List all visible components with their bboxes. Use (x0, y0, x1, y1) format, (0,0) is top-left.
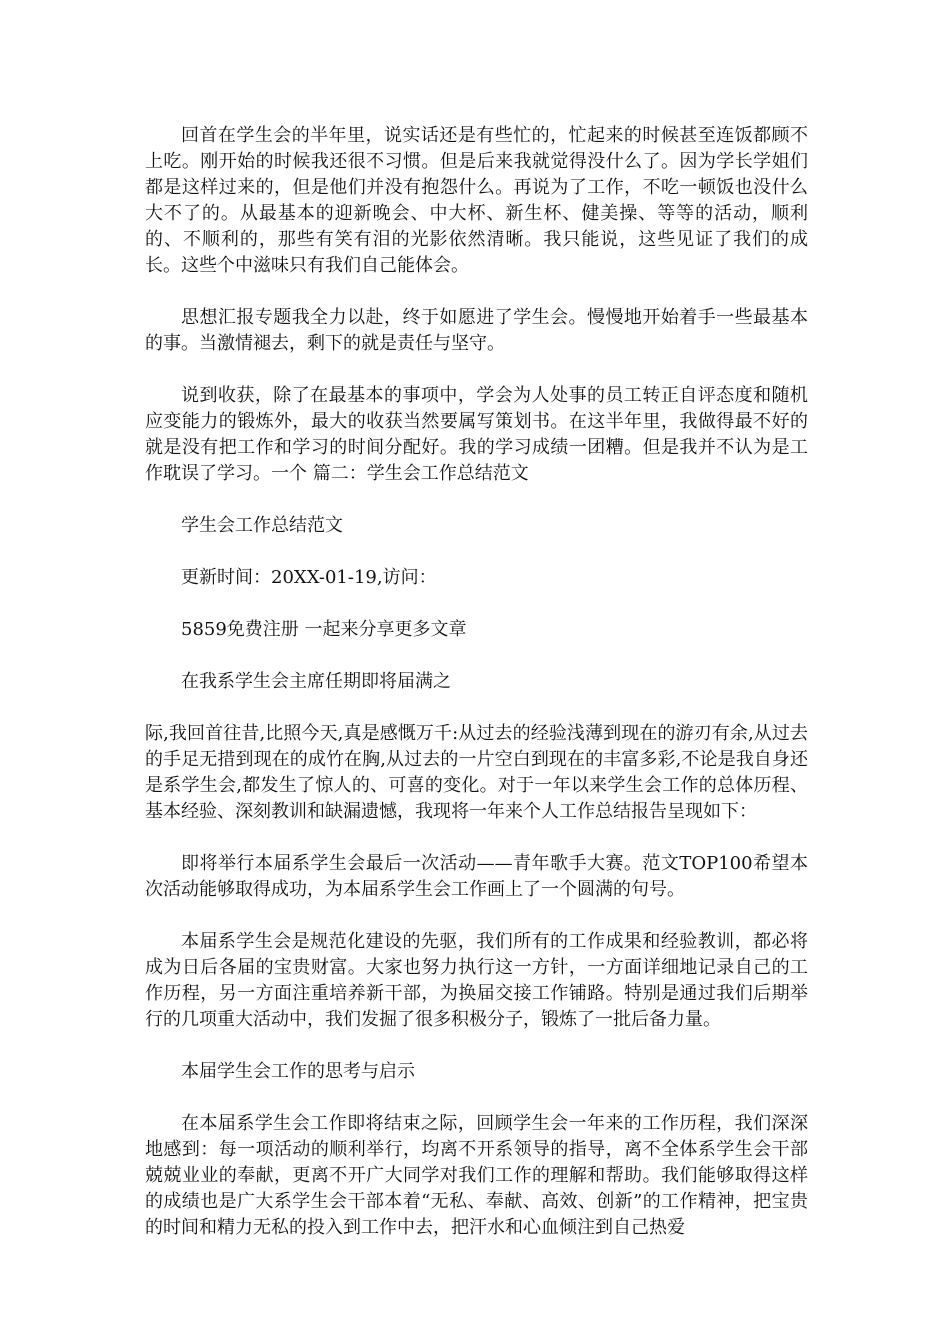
paragraph-section-title: 学生会工作总结范文 (181, 515, 343, 536)
paragraph-register-share: 5859免费注册 一起来分享更多文章 (181, 619, 467, 640)
paragraph-half-year-review: 回首在学生会的半年里，说实话还是有些忙的，忙起来的时候甚至连饭都顾不上吃。刚开始的时候我还很不习惯。但是后来我就觉得没什么了。因为学长学姐们都是这样过来的，但是他们并没有抱怨什么。再说为了工作，不吃一顿饭也没什么大不了的。从最基本的迎新晚会、中大杯、新生杯、健美操、等等的活动，顺利的、不顺利的，那些有笑有泪的光影依然清晰。我只能说，这些见证了我们的成长。这些个中滋味只有我们自己能体会。 (145, 125, 808, 276)
paragraph-standardization: 本届系学生会是规范化建设的先驱，我们所有的工作成果和经验教训，都必将成为日后各届的宝贵财富。大家也努力执行这一方针，一方面详细地记录自己的工作历程，另一方面注重培养新干部，为换届交接工作铺路。特别是通过我们后期举行的几项重大活动中，我们发掘了很多积极分子，锻炼了一批后备力量。 (145, 931, 808, 1030)
paragraph-looking-back: 际,我回首往昔,比照今天,真是感慨万千:从过去的经验浅薄到现在的游刃有余,从过去的手足无措到现在的成竹在胸,从过去的一片空白到现在的丰富多彩,不论是我自身还是系学生会,都发生了惊人的、可喜的变化。对于一年以来学生会工作的总体历程、基本经验、深刻教训和缺漏遗憾，我现将一年来个人工作总结报告呈现如下： (145, 723, 808, 822)
paragraph-last-activity: 即将举行本届系学生会最后一次活动——青年歌手大赛。范文TOP100希望本次活动能够取得成功，为本届系学生会工作画上了一个圆满的句号。 (145, 853, 808, 900)
paragraph-reflection-heading: 本届学生会工作的思考与启示 (181, 1061, 415, 1082)
paragraph-term-ending: 在我系学生会主席任期即将届满之 (181, 671, 451, 692)
document-body (145, 123, 808, 1241)
paragraph-joining-union: 思想汇报专题我全力以赴，终于如愿进了学生会。慢慢地开始着手一些最基本的事。当激情褪去，剩下的就是责任与坚守。 (145, 307, 808, 354)
paragraph-update-time: 更新时间：20XX-01-19,访问： (181, 567, 437, 588)
paragraph-gains: 说到收获，除了在最基本的事项中，学会为人处事的员工转正自评态度和随机应变能力的锻炼外，最大的收获当然要属写策划书。在这半年里，我做得最不好的就是没有把工作和学习的时间分配好。我的学习成绩一团糟。但是我并不认为是工作耽误了学习。一个 篇二：学生会工作总结范文 (145, 385, 808, 484)
paragraph-reflection-body: 在本届系学生会工作即将结束之际，回顾学生会一年来的工作历程，我们深深地感到：每一项活动的顺利举行，均离不开系领导的指导，离不全体系学生会干部兢兢业业的奉献，更离不开广大同学对我们工作的理解和帮助。我们能够取得这样的成绩也是广大系学生会干部本着“无私、奉献、高效、创新”的工作精神，把宝贵的时间和精力无私的投入到工作中去，把汗水和心血倾注到自己热爱 (145, 1113, 808, 1238)
